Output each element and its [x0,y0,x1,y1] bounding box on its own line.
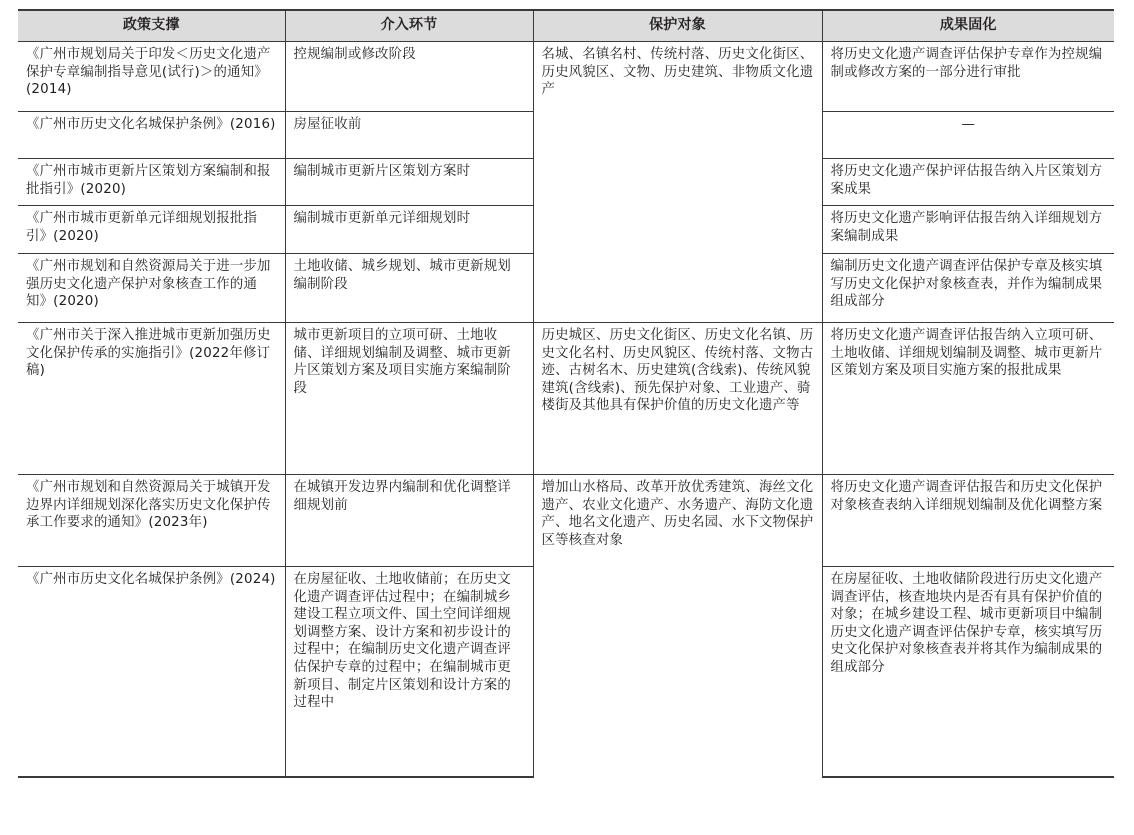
policy-cell: 《广州市城市更新片区策划方案编制和报批指引》(2020) [18,159,285,206]
policy-cell: 《广州市规划局关于印发＜历史文化遗产保护专章编制指导意见(试行)＞的通知》(2014) [18,42,285,112]
policy-cell: 《广州市关于深入推进城市更新加强历史文化保护传承的实施指引》(2022年修订稿) [18,323,285,475]
policy-cell: 《广州市历史文化名城保护条例》(2024) [18,567,285,777]
header-result: 成果固化 [822,10,1114,42]
policy-cell: 《广州市历史文化名城保护条例》(2016) [18,112,285,159]
result-cell: 将历史文化遗产保护评估报告纳入片区策划方案成果 [822,159,1114,206]
result-cell: 将历史文化遗产调查评估保护专章作为控规编制或修改方案的一部分进行审批 [822,42,1114,112]
result-cell: 编制历史文化遗产调查评估保护专章及核实填写历史文化保护对象核查表，并作为编制成果组成部分 [822,254,1114,323]
result-cell: — [822,112,1114,159]
table-row [18,323,1114,475]
policy-cell: 《广州市城市更新单元详细规划报批指引》(2020) [18,206,285,254]
header-row [18,10,1114,42]
result-cell: 将历史文化遗产调查评估报告和历史文化保护对象核查表纳入详细规划编制及优化调整方案 [822,475,1114,567]
header-stage: 介入环节 [285,10,533,42]
objects-cell: 历史城区、历史文化街区、历史文化名镇、历史文化名村、历史风貌区、传统村落、文物古迹、古树名木、历史建筑(含线索)、传统风貌建筑(含线索)、预先保护对象、工业遗产、骑楼街及其他具有保护价值的历史文化遗产等 [533,323,822,475]
table-row [18,42,1114,112]
objects-cell: 增加山水格局、改革开放优秀建筑、海丝文化遗产、农业文化遗产、水务遗产、海防文化遗产、地名文化遗产、历史名园、水下文物保护区等核查对象 [533,475,822,777]
stage-cell: 城市更新项目的立项可研、土地收储、详细规划编制及调整、城市更新片区策划方案及项目实施方案编制阶段 [285,323,533,475]
stage-cell: 控规编制或修改阶段 [285,42,533,112]
result-cell: 将历史文化遗产影响评估报告纳入详细规划方案编制成果 [822,206,1114,254]
stage-cell: 编制城市更新片区策划方案时 [285,159,533,206]
header-objects: 保护对象 [533,10,822,42]
policy-cell: 《广州市规划和自然资源局关于城镇开发边界内详细规划深化落实历史文化保护传承工作要求的通知》(2023年) [18,475,285,567]
stage-cell: 房屋征收前 [285,112,533,159]
result-cell: 将历史文化遗产调查评估报告纳入立项可研、土地收储、详细规划编制及调整、城市更新片区策划方案及项目实施方案的报批成果 [822,323,1114,475]
stage-cell: 编制城市更新单元详细规划时 [285,206,533,254]
table-row [18,475,1114,567]
header-policy: 政策支撑 [18,10,285,42]
policy-table [18,9,1114,778]
stage-cell: 在城镇开发边界内编制和优化调整详细规划前 [285,475,533,567]
stage-cell: 在房屋征收、土地收储前；在历史文化遗产调查评估过程中；在编制城乡建设工程立项文件、国土空间详细规划调整方案、设计方案和初步设计的过程中；在编制历史文化遗产调查评估保护专章的过程中；在编制城市更新项目、制定片区策划和设计方案的过程中 [285,567,533,777]
policy-cell: 《广州市规划和自然资源局关于进一步加强历史文化遗产保护对象核查工作的通知》(2020) [18,254,285,323]
stage-cell: 土地收储、城乡规划、城市更新规划编制阶段 [285,254,533,323]
objects-cell: 名城、名镇名村、传统村落、历史文化街区、历史风貌区、文物、历史建筑、非物质文化遗产 [533,42,822,323]
result-cell: 在房屋征收、土地收储阶段进行历史文化遗产调查评估，核查地块内是否有具有保护价值的对象；在城乡建设工程、城市更新项目中编制历史文化遗产调查评估保护专章，核实填写历史文化保护对象核查表并将其作为编制成果的组成部分 [822,567,1114,777]
